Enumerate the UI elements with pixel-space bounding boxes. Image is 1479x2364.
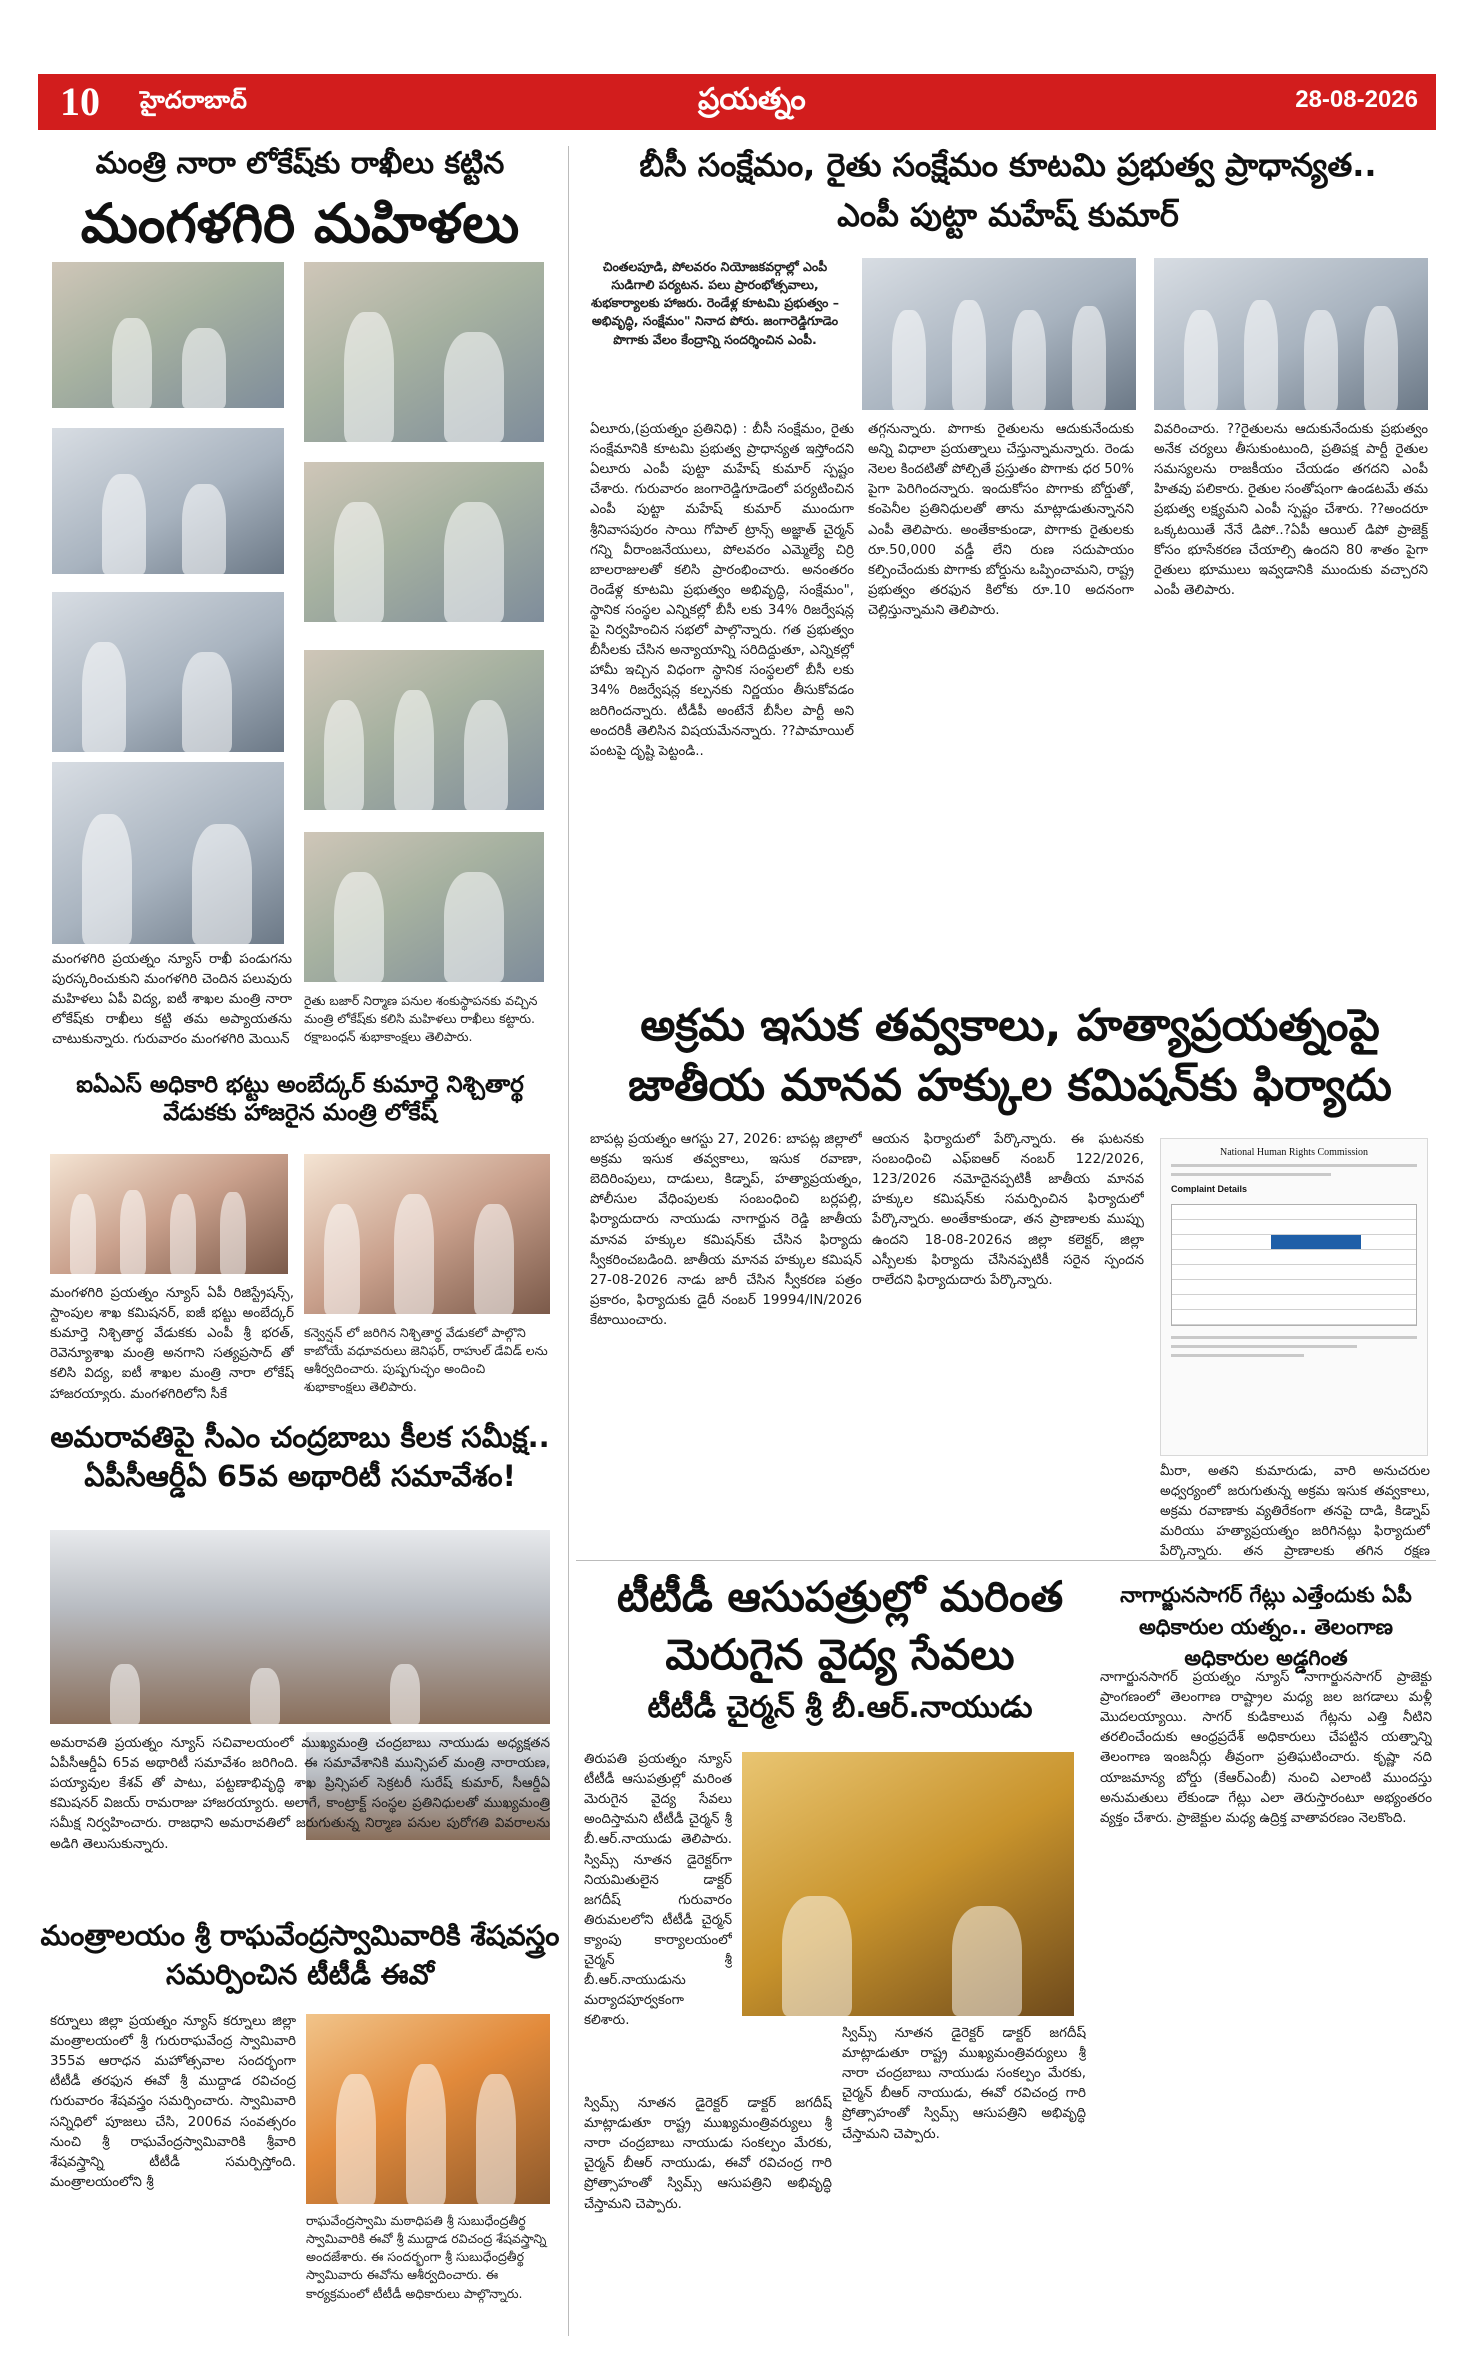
sesha-headline: మంత్రాలయం శ్రీ రాఘవేంద్రస్వామివారికి శేషవస్త్రం సమర్పించిన టీటీడీ ఈవో [40, 1919, 560, 1992]
rakhi-body: మంగళగిరి ప్రయత్నం న్యూస్ రాఖీ పండుగను పురస్కరించుకుని మంగళగిరి చెందిన పలువురు మహిళలు ఏపీ విద్య, ఐటీ శాఖల మంత్రి నారా లోకేష్‌కు రాఖీలు కట్టి తమ అప్యాయతను చాటుకున్నారు. గురువారం మంగళగిరి మెయిన్ [52, 952, 292, 1048]
rakhi-headline: మంగళగిరి మహిళలు [80, 192, 520, 255]
masthead-bar [38, 74, 1436, 130]
bc-col-2: తగ్గనున్నారు. పొగాకు రైతులను ఆదుకునేందుకు అన్ని విధాలా ప్రయత్నాలు చేస్తున్నామన్నారు. రెండు నెలల కిందటితో పోల్చితే ప్రస్తుతం పొగాకు ధర 50% పైగా పెరిగిందన్నారు. ఇందుకోసం పొగాకు బోర్డుతో, కంపెనీల ప్రతినిధులతో తాను మాట్లాడుతున్నానని ఎంపీ తెలిపారు. అంతేకాకుండా, పొగాకు రైతులకు రూ.50,000 వడ్డీ లేని రుణ సదుపాయం కల్పించేందుకు పొగాకు బోర్డును ఒప్పించామని, రాష్ట్ర ప్రభుత్వం తరఫున కిలోకు రూ.10 అదనంగా చెల్లిస్తున్నామని తెలిపారు. [868, 422, 1134, 618]
rakhi-photo-4 [304, 462, 544, 622]
ias-photo-2 [304, 1154, 550, 1314]
bc-headline: బీసీ సంక్షేమం, రైతు సంక్షేమం కూటమి ప్రభుత్వ ప్రాధాన్యత.. [639, 146, 1377, 184]
nhrc-document [1160, 1138, 1428, 1456]
city-label: హైదరాబాద్ [140, 86, 247, 114]
rakhi-photo-8 [304, 832, 544, 982]
column-rule-left [568, 146, 569, 2336]
doc-title: National Human Rights Commission [1219, 1147, 1369, 1158]
ttd-headline-1: టీటీడీ ఆసుపత్రుల్లో మరింత [616, 1572, 1064, 1621]
bc-photo-2 [1154, 258, 1428, 410]
nhrc-headline-1: అక్రమ ఇసుక తవ్వకాలు, హత్యాప్రయత్నంపై [640, 1000, 1380, 1051]
paper-name: ప్రయత్నం [698, 82, 806, 117]
page-number: 10 [60, 79, 100, 124]
amaravati-photo [50, 1530, 550, 1724]
section-rule [576, 1560, 1436, 1561]
doc-label: Complaint Details [1171, 1184, 1248, 1194]
bc-col-1: ఏలూరు,(ప్రయత్నం ప్రతినిధి) : బీసీ సంక్షేమం, రైతు సంక్షేమానికి కూటమి ప్రభుత్వ ప్రాధాన్యత ఇస్తోందని ఏలూరు ఎంపీ పుట్టా మహేష్ కుమార్ స్పష్టం చేశారు. గురువారం జంగారెడ్డిగూడెంలో పర్యటించిన ఎంపీ పుట్టా మహేష్ కుమార్ ముందుగా శ్రీనివాసపురం సాయి గోపాల్ ట్రాన్స్ అజ్ఞాత్ చైర్మన్ గన్ని వీరాంజనేయులు, పోలవరం ఎమ్మెల్యే చిర్రి బాలరాజులతో కలిసి ప్రారంభించారు. అనంతరం రెండేళ్ల కూటమి ప్రభుత్వం అభివృద్ధి, సంక్షేమం", స్థానిక సంస్థల ఎన్నికల్లో బీసీ లకు 34% రిజర్వేషన్ల పై నిర్వహించిన సభలో పాల్గొన్నారు. గత ప్రభుత్వం బీసీలకు చేసిన అన్యాయాన్ని సరిదిద్దుతూ, ఎన్నికల్లో హామీ ఇచ్చిన విధంగా స్థానిక సంస్థలలో బీసీ లకు 34% రిజర్వేషన్ల కల్పనకు నిర్ణయం తీసుకోవడం జరిగిందన్నారు. టీడీపీ అంటేనే బీసీల పార్టీ అని అందరికీ తెలిసిన విషయమేనన్నారు. ??పామాయిల్ పంటపై దృష్టి పెట్టండి.. [590, 422, 854, 759]
ttd-body: తిరుపతి ప్రయత్నం న్యూస్ టీటీడీ ఆసుపత్రుల్లో మరింత మెరుగైన వైద్య సేవలు అందిస్తామని టీటీడీ చైర్మన్ శ్రీ బీ.ఆర్.నాయుడు తెలిపారు. స్విమ్స్ నూతన డైరెక్టర్‌గా నియమితులైన డాక్టర్ జగదీష్ గురువారం తిరుమలలోని టీటీడీ చైర్మన్ క్యాంపు కార్యాలయంలో చైర్మన్ శ్రీ బీ.ఆర్.నాయుడును మర్యాదపూర్వకంగా కలిశారు. [584, 1752, 732, 2029]
ias-body: మంగళగిరి ప్రయత్నం న్యూస్ ఏపీ రిజిస్ట్రేషన్స్, స్టాంపుల శాఖ కమిషనర్, ఐజీ భట్టు అంబేద్కర్ కుమార్తె నిశ్చితార్థ వేడుకకు ఎంపీ శ్రీ భరత్, రెవెన్యూశాఖ మంత్రి అనగాని సత్యప్రసాద్ తో కలిసి విద్య, ఐటీ శాఖల మంత్రి నారా లోకేష్ హాజరయ్యారు. మంగళగిరిలోని సీకే [50, 1286, 294, 1402]
ias-photo-1 [50, 1154, 288, 1274]
rakhi-photo-1 [52, 262, 284, 408]
rakhi-photo-5 [52, 592, 284, 752]
amaravati-body: అమరావతి ప్రయత్నం న్యూస్ సచివాలయంలో ముఖ్యమంత్రి చంద్రబాబు నాయుడు అధ్యక్షతన ఏపీసీఆర్డీఏ 65వ అథారిటీ సమావేశం జరిగింది. ఈ సమావేశానికి మున్సిపల్ మంత్రి నారాయణ, పయ్యావుల కేశవ్ తో పాటు, పట్టణాభివృద్ధి శాఖ ప్రిన్సిపల్ సెక్రటరీ సురేష్ కుమార్, సీఆర్డీఏ కమిషనర్ విజయ్ రామరాజు హాజరయ్యారు. అలాగే, కాంట్రాక్ట్ సంస్థల ప్రతినిధులతో ముఖ్యమంత్రి సమీక్ష నిర్వహించారు. రాజధాని అమరావతిలో జరుగుతున్న నిర్మాణ పనుల పురోగతి వివరాలను అడిగి తెలుసుకున్నారు. [50, 1736, 550, 1852]
nhrc-col-3: మీరా, అతని కుమారుడు, వారి అనుచరుల అధ్వర్యంలో జరుగుతున్న అక్రమ ఇసుక తవ్వకాలు, అక్రమ రవాణాకు వ్యతిరేకంగా తనపై దాడి, కిడ్నాప్ మరియు హత్యాప్రయత్నం జరిగినట్లు ఫిర్యాదులో పేర్కొన్నారు. తన ప్రాణాలకు తగిన రక్షణ [1160, 1464, 1430, 1560]
rakhi-photo-2 [304, 262, 544, 442]
rakhi-photo-3 [52, 428, 284, 574]
issue-date: 28-08-2026 [1295, 86, 1418, 113]
amaravati-headline: అమరావతిపై సీఎం చంద్రబాబు కీలక సమీక్ష.. ఏపీసీఆర్డీఏ 65వ అథారిటీ సమావేశం! [50, 1420, 550, 1494]
nhrc-col-1: బాపట్ల ప్రయత్నం ఆగస్టు 27, 2026: బాపట్ల జిల్లాలో అక్రమ ఇసుక తవ్వకాలు, ఇసుక రవాణా, బెదిరింపులు, దాడులు, కిడ్నాప్, హత్యాప్రయత్నం, పోలీసుల వేధింపులకు సంబంధించి బర్లపల్లి, ఫిర్యాదుదారు నాయుడు నాగార్జున రెడ్డి జాతీయ మానవ హక్కుల కమిషన్‌కు చేసిన ఫిర్యాదు స్వీకరించబడింది. జాతీయ మానవ హక్కుల కమిషన్ 27-08-2026 నాడు జారీ చేసిన స్వీకరణ పత్రం ప్రకారం, ఫిర్యాదుకు డైరీ నంబర్ 19994/IN/2026 కేటాయించారు. [590, 1132, 862, 1328]
nhrc-col-2: ఆయన ఫిర్యాదులో పేర్కొన్నారు. ఈ ఘటనకు సంబంధించి ఎఫ్ఐఆర్ నంబర్ 122/2026, 123/2026 నమోదైనప్పటికీ జాతీయ మానవ హక్కుల కమిషన్‌కు సమర్పించిన ఫిర్యాదులో పేర్కొన్నారు. అంతేకాకుండా, తన ప్రాణాలకు ముప్పు ఉందని 18-08-2026న జిల్లా కలెక్టర్, జిల్లా ఎస్పీలకు ఫిర్యాదు చేసినప్పటికీ సరైన స్పందన రాలేదని ఫిర్యాదుదారు పేర్కొన్నారు. [872, 1132, 1144, 1288]
bc-photo-1 [862, 258, 1136, 410]
bc-col-3: వివరించారు. ??రైతులను ఆదుకునేందుకు ప్రభుత్వం అనేక చర్యలు తీసుకుంటుంది, ప్రతిపక్ష పార్టీ రైతుల సమస్యలను రాజకీయం చేయడం తగదని ఎంపీ హితవు పలికారు. రైతుల సంతోషంగా ఉండటమే తమ ప్రభుత్వ లక్ష్యమని ఎంపీ స్పష్టం చేశారు. ??అందరూ ఒక్కటయితే నేనే డిపో..?ఏపీ ఆయిల్ డిపో ప్రాజెక్ట్ కోసం భూసేకరణ చేయాల్సి ఉందని 80 శాతం పైగా రైతులు భూములు ఇవ్వడానికి ముందుకు వచ్చారని ఎంపీ తెలిపారు. [1154, 422, 1428, 598]
ttd-body-3: స్విమ్స్ నూతన డైరెక్టర్ డాక్టర్ జగదీష్ మాట్లాడుతూ రాష్ట్ర ముఖ్యమంత్రివర్యులు శ్రీ నారా చంద్రబాబు నాయుడు సంకల్పం మేరకు, చైర్మన్ బీఆర్ నాయుడు, ఈవో రవిచంద్ర గారి ప్రోత్సాహంతో స్విమ్స్ ఆసుపత్రిని అభివృద్ధి చేస్తామని చెప్పారు. [842, 2026, 1086, 2142]
nagarjuna-headline: నాగార్జునసాగర్ గేట్లు ఎత్తేందుకు ఏపీ అధికారుల యత్నం.. తెలంగాణ అధికారుల అడ్డగింత [1120, 1583, 1412, 1670]
rakhi-caption: రైతు బజార్ నిర్మాణ పనుల శంకుస్థాపనకు వచ్చిన మంత్రి లోకేష్‌కు కలిసి మహిళలు రాఖీలు కట్టారు. రక్షాబంధన్ శుభాకాంక్షలు తెలిపారు. [304, 993, 538, 1045]
bc-subhead: ఎంపీ పుట్టా మహేష్ కుమార్ [837, 196, 1179, 234]
ias-caption: కన్వెన్షన్ లో జరిగిన నిశ్చితార్థ వేడుకలో పాల్గొని కాబోయే వధూవరులు జెనిఫర్, రాహుల్ డేవిడ్ లను ఆశీర్వదించారు. పుష్పగుచ్ఛం అందించి శుభాకాంక్షలు తెలిపారు. [304, 1325, 548, 1395]
ias-headline: ఐఏఎస్ అధికారి భట్టు అంబేద్కర్ కుమార్తె నిశ్చితార్థ వేడుకకు హాజరైన మంత్రి లోకేష్ [76, 1072, 524, 1126]
rakhi-kicker: మంత్రి నారా లోకేష్‌కు రాఖీలు కట్టిన [95, 146, 505, 181]
rakhi-photo-6 [304, 650, 544, 810]
sesha-body: కర్నూలు జిల్లా ప్రయత్నం న్యూస్ కర్నూలు జిల్లా మంత్రాలయంలో శ్రీ గురురాఘవేంద్ర స్వామివారి 355వ ఆరాధన మహోత్సవాల సందర్భంగా టీటీడీ తరఫున ఈవో శ్రీ ముద్దాడ రవిచంద్ర గురువారం శేషవస్త్రం సమర్పించారు. స్వామివారి సన్నిధిలో పూజలు చేసి, 2006వ సంవత్సరం నుంచి శ్రీ రాఘవేంద్రస్వామివారికి శ్రీవారి శేషవస్త్రాన్ని టీటీడీ సమర్పిస్తోంది. మంత్రాలయంలోని శ్రీ [50, 2014, 296, 2190]
bc-highlights: చింతలపూడి, పోలవరం నియోజకవర్గాల్లో ఎంపీ సుడిగాలి పర్యటన. పలు ప్రారంభోత్సవాలు, శుభకార్యాలకు హాజరు. రెండేళ్ల కూటమి ప్రభుత్వం – అభివృద్ధి, సంక్షేమం" నినాద పోరు. జంగారెడ్డిగూడెం పొగాకు వేలం కేంద్రాన్ని సందర్శించిన ఎంపీ. [591, 259, 839, 347]
sesha-photo [306, 2014, 550, 2204]
sesha-caption: రాఘవేంద్రస్వామి మఠాధిపతి శ్రీ సుబుధేంద్రతీర్థ స్వామివారికి ఈవో శ్రీ ముద్దాడ రవిచంద్ర శేషవస్త్రాన్ని అందజేశారు. ఈ సందర్భంగా శ్రీ సుబుధేంద్రతీర్థ స్వామివారు ఈవోను ఆశీర్వదించారు. ఈ కార్యక్రమంలో టీటీడీ అధికారులు పాల్గొన్నారు. [306, 2213, 547, 2301]
ttd-photo [742, 1752, 1074, 2016]
ttd-headline-2: మెరుగైన వైద్య సేవలు [665, 1630, 1015, 1679]
nagarjuna-body: నాగార్జునసాగర్ ప్రయత్నం న్యూస్ నాగార్జునసాగర్ ప్రాజెక్టు ప్రాంగణంలో తెలంగాణ రాష్ట్రాల మధ్య జల జగడాలు మళ్లీ మొదలయ్యాయి. సాగర్ కుడికాలువ గేట్లను ఎత్తి నీటిని తరలించేందుకు ఆంధ్రప్రదేశ్ అధికారులు చేపట్టిన యత్నాన్ని తెలంగాణ ఇంజనీర్లు తీవ్రంగా ప్రతిఘటించారు. కృష్ణా నది యాజమాన్య బోర్డు (కేఆర్ఎంబీ) నుంచి ఎలాంటి ముందస్తు అనుమతులు లేకుండా గేట్లు ఎలా తెరుస్తారంటూ అభ్యంతరం వ్యక్తం చేశారు. ప్రాజెక్టుల మధ్య ఉద్రిక్త వాతావరణం నెలకొంది. [1100, 1670, 1432, 1826]
nhrc-headline-2: జాతీయ మానవ హక్కుల కమిషన్‌కు ఫిర్యాదు [628, 1060, 1392, 1111]
rakhi-photo-7 [52, 762, 284, 944]
ttd-subhead: టీటీడీ చైర్మన్ శ్రీ బీ.ఆర్.నాయుడు [647, 1690, 1033, 1725]
ttd-body-2: స్విమ్స్ నూతన డైరెక్టర్ డాక్టర్ జగదీష్ మాట్లాడుతూ రాష్ట్ర ముఖ్యమంత్రివర్యులు శ్రీ నారా చంద్రబాబు నాయుడు సంకల్పం మేరకు, చైర్మన్ బీఆర్ నాయుడు, ఈవో రవిచంద్ర గారి ప్రోత్సాహంతో స్విమ్స్ ఆసుపత్రిని అభివృద్ధి చేస్తామని చెప్పారు. [584, 2096, 832, 2212]
